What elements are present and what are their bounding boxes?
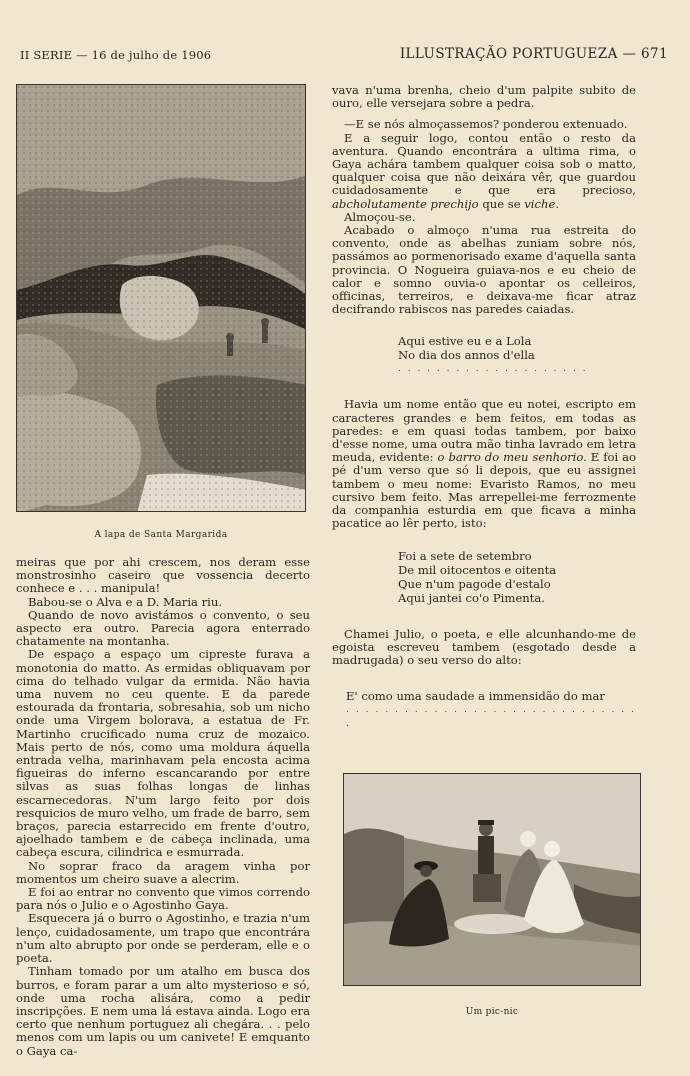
- text-run: E foi ao pé d'um verso que só li depois, que eu assignei tambem o meu nome: Evaristo Ramos, no meu cursivo bem feito. Mas arrepellei-me ferrozmente da companhia esturdia em que ficava a minha pacatice ao lêr perto, isto:: [332, 450, 637, 531]
- paragraph: Chamei Julio, o poeta, e elle alcunhando-me de egoista escreveu tambem (esgotado desde a madrugada) o seu verso do alto:: [332, 626, 636, 668]
- picnic-photo: [343, 773, 641, 986]
- paragraph: De espaço a espaço um cipreste furava a monotonia do matto. As ermidas obliquavam por cima do telhado vulgar da ermida. Não havia uma nuvem no ceu quente. E da parede estourada da frontaria, sobresahia, sob um nicho onde uma Virgem bolorava, a estatua de Fr. Martinho crucificado numa cruz de mozaico. Mais perto de nós, como uma moldura áquella entrada velha, marinhavam pela encosta acima figueiras do inferno escancarando por entre silvas as suas folhas longas de linhas escarnecedoras. N'um largo feito por dois resquicios de muro velho, um frade de barro, sem braços, parecia estarrecido em frente d'outro, ajoelhado tambem e de cabeça inclinada, uma cabeça escura, cilindrica e esmurrada.: [16, 647, 310, 860]
- paragraph: [332, 398, 636, 530]
- paragraph: meiras que por ahi crescem, nos deram esse monstrosinho caseiro que vossencia decerto conhece e . . . manipula!: [16, 555, 310, 596]
- verse-line: De mil oitocentos e oitenta: [398, 563, 557, 578]
- left-column: [16, 556, 310, 1058]
- text-run: Havia um nome então que eu notei, escripto em caracteres grandes e bem feitos, em todas as paredes: e em quasi todas tambem, por baixo d'esse nome, uma outra mão tinha lavrado em letra meuda, evidente:: [332, 397, 636, 465]
- italic-phrase: abcholutamente prechijo: [332, 196, 479, 211]
- picnic-photo-caption: Um pic-nic: [465, 1007, 519, 1017]
- series-date: II SERIE — 16 de julho de 1906: [20, 48, 212, 62]
- paragraph: Acabado o almoço n'uma rua estreita do convento, onde as abelhas zuniam sobre nós, passámos ao pormenorisado exame d'aquella santa provincia. O Nogueira guiava-nos e eu cheio de calor e somno ouvia-o apontar os celleiros, officinas, terreiros, e deixava-me ficar atraz decifrando rabiscos nas paredes caiadas.: [332, 223, 636, 317]
- paragraph: Quando de novo avistámos o convento, o seu aspecto era outro. Parecia agora enterrado chatamente na montanha.: [16, 607, 310, 649]
- ellipsis-line: . . . . . . . . . . . . . . . . . . . . . . . . . . . . . . .: [346, 705, 636, 730]
- verse-line: No dia dos annos d'ella: [398, 348, 535, 363]
- italic-phrase: o barro do meu senhorio.: [437, 450, 587, 465]
- paragraph: Esquecera já o burro o Agostinho, e trazia n'um lenço, cuidadosamente, um trapo que encontrára n'um alto abrupto por onde se perderam, elle e o poeta.: [16, 911, 310, 966]
- right-column: [332, 84, 636, 731]
- picnic-photo-image: [344, 774, 641, 986]
- verse-line: Que n'um pagode d'estalo: [398, 577, 551, 592]
- paragraph: Babou-se o Alva e a D. Maria riu.: [28, 594, 223, 609]
- paragraph: No soprar fraco da aragem vinha por momentos um cheiro suave a alecrim.: [16, 858, 310, 886]
- paragraph: vava n'uma brenha, cheio d'um palpite subito de ouro, elle versejara sobre a pedra.: [332, 83, 636, 111]
- text-run: E a seguir logo, contou então o resto da aventura. Quando encontrára a ultima rima, o Gaya achára tambem qualquer coisa sob o matto, qualquer coisa que não deixára vêr, que guardou cuidadosamente e que era precioso,: [332, 130, 636, 198]
- text-run: que se: [482, 196, 521, 211]
- paragraph: Tinham tomado por um atalho em busca dos burros, e foram parar a um alto mysterioso e só, onde uma rocha alisára, como a pedir inscripções. E nem uma lá estava ainda. Logo era certo que nenhum portuguez ali chegára. . . pelo menos com um lapis ou um canivete! E emquanto o Gaya ca-: [16, 964, 310, 1058]
- verse-block: [346, 689, 636, 731]
- verse-line: E' como uma saudade a immensidão do mar: [346, 689, 605, 704]
- ellipsis-line: . . . . . . . . . . . . . . . . . . . .: [398, 364, 588, 375]
- verse-line: Foi a sete de setembro: [398, 549, 532, 564]
- italic-phrase: viche.: [524, 196, 560, 211]
- paragraph: —E se nós almoçassemos? ponderou extenuado.: [344, 117, 628, 132]
- cave-photo: [16, 84, 306, 512]
- verse-line: Aqui jantei co'o Pimenta.: [398, 590, 545, 605]
- paragraph: Almoçou-se.: [344, 209, 416, 224]
- verse-block: [398, 550, 636, 605]
- cave-photo-image: [17, 85, 306, 512]
- running-header: [20, 46, 668, 66]
- paragraph: [332, 132, 636, 211]
- cave-photo-caption: A lapa de Santa Margarida: [94, 530, 228, 540]
- paragraph: E foi ao entrar no convento que vimos correndo para nós o Julio e o Agostinho Gaya.: [16, 885, 310, 913]
- journal-title-page: ILLUSTRAÇÃO PORTUGUEZA — 671: [399, 46, 668, 62]
- verse-line: Aqui estive eu e a Lola: [398, 334, 532, 349]
- verse-block: [398, 334, 636, 376]
